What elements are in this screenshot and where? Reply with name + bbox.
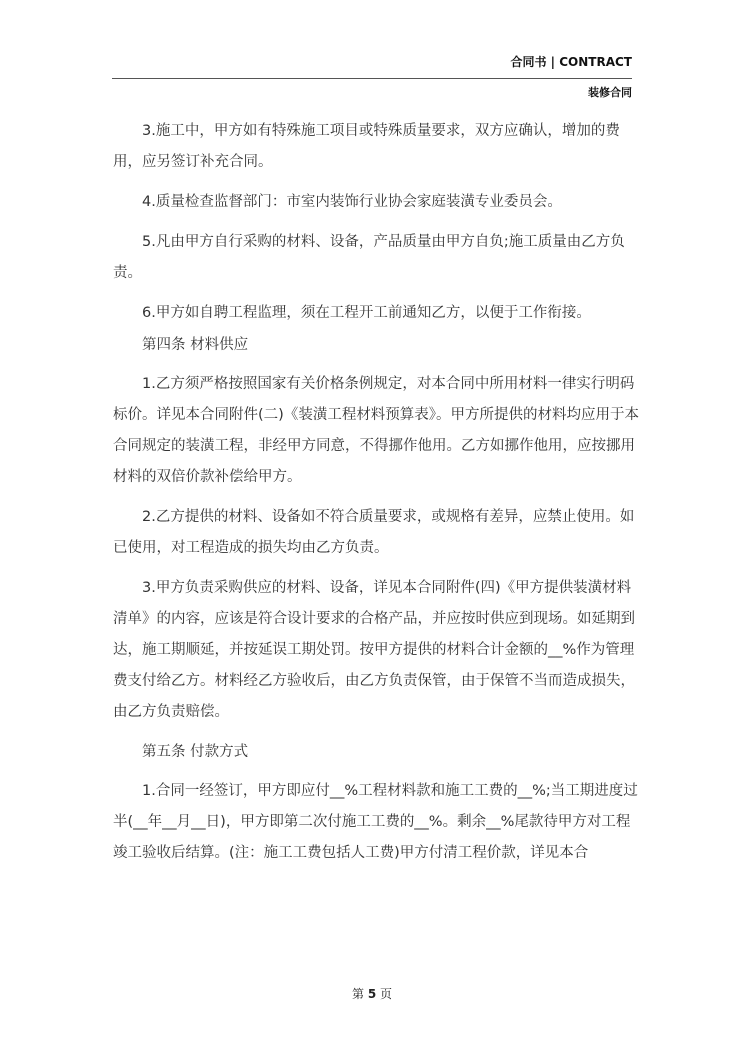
paragraph: 1.乙方须严格按照国家有关价格条例规定，对本合同中所用材料一律实行明码标价。详见本合同附件(二)《装潢工程材料预算表》。甲方所提供的材料均应用于本合同规定的装潢工程，非经甲方同意，不得挪作他用。乙方如挪作他用，应按挪用材料的双倍价款补偿给甲方。 (113, 376, 640, 485)
document-body (113, 116, 641, 878)
paragraph: 5.凡由甲方自行采购的材料、设备，产品质量由甲方自负;施工质量由乙方负责。 (113, 234, 625, 281)
page-footer (0, 985, 744, 1002)
paragraph: 3.甲方负责采购供应的材料、设备，详见本合同附件(四)《甲方提供装潢材料清单》的内容，应该是符合设计要求的合格产品，并应按时供应到现场。如延期到达，施工期顺延，并按延误工期处罚。按甲方提供的材料合计金额的__%作为管理费支付给乙方。材料经乙方验收后，由乙方负责保管，由于保管不当而造成损失，由乙方负责赔偿。 (113, 580, 635, 720)
section-heading: 第四条 材料供应 (142, 337, 249, 353)
footer-prefix: 第 (351, 987, 364, 1001)
paragraph: 2.乙方提供的材料、设备如不符合质量要求，或规格有差异，应禁止使用。如已使用，对工程造成的损失均由乙方负责。 (113, 509, 635, 556)
header-title: 合同书 | CONTRACT (510, 55, 632, 69)
paragraph: 3.施工中，甲方如有特殊施工项目或特殊质量要求，双方应确认，增加的费用，应另签订补充合同。 (113, 123, 620, 170)
page-number: 5 (367, 987, 377, 1001)
header-divider (112, 78, 632, 79)
paragraph: 1.合同一经签订，甲方即应付__%工程材料款和施工工费的__%;当工期进度过半(__年__月__日)，甲方即第二次付施工工费的__%。剩余__%尾款待甲方对工程竣工验收后结算。(注：施工工费包括人工费)甲方付清工程价款，详见本合 (113, 783, 638, 861)
paragraph: 6.甲方如自聘工程监理，须在工程开工前通知乙方，以便于工作衔接。 (142, 305, 591, 321)
header-subtitle: 装修合同 (588, 86, 632, 99)
footer-suffix: 页 (380, 987, 393, 1001)
paragraph: 4.质量检查监督部门：市室内装饰行业协会家庭装潢专业委员会。 (142, 194, 562, 210)
section-heading: 第五条 付款方式 (142, 744, 249, 760)
